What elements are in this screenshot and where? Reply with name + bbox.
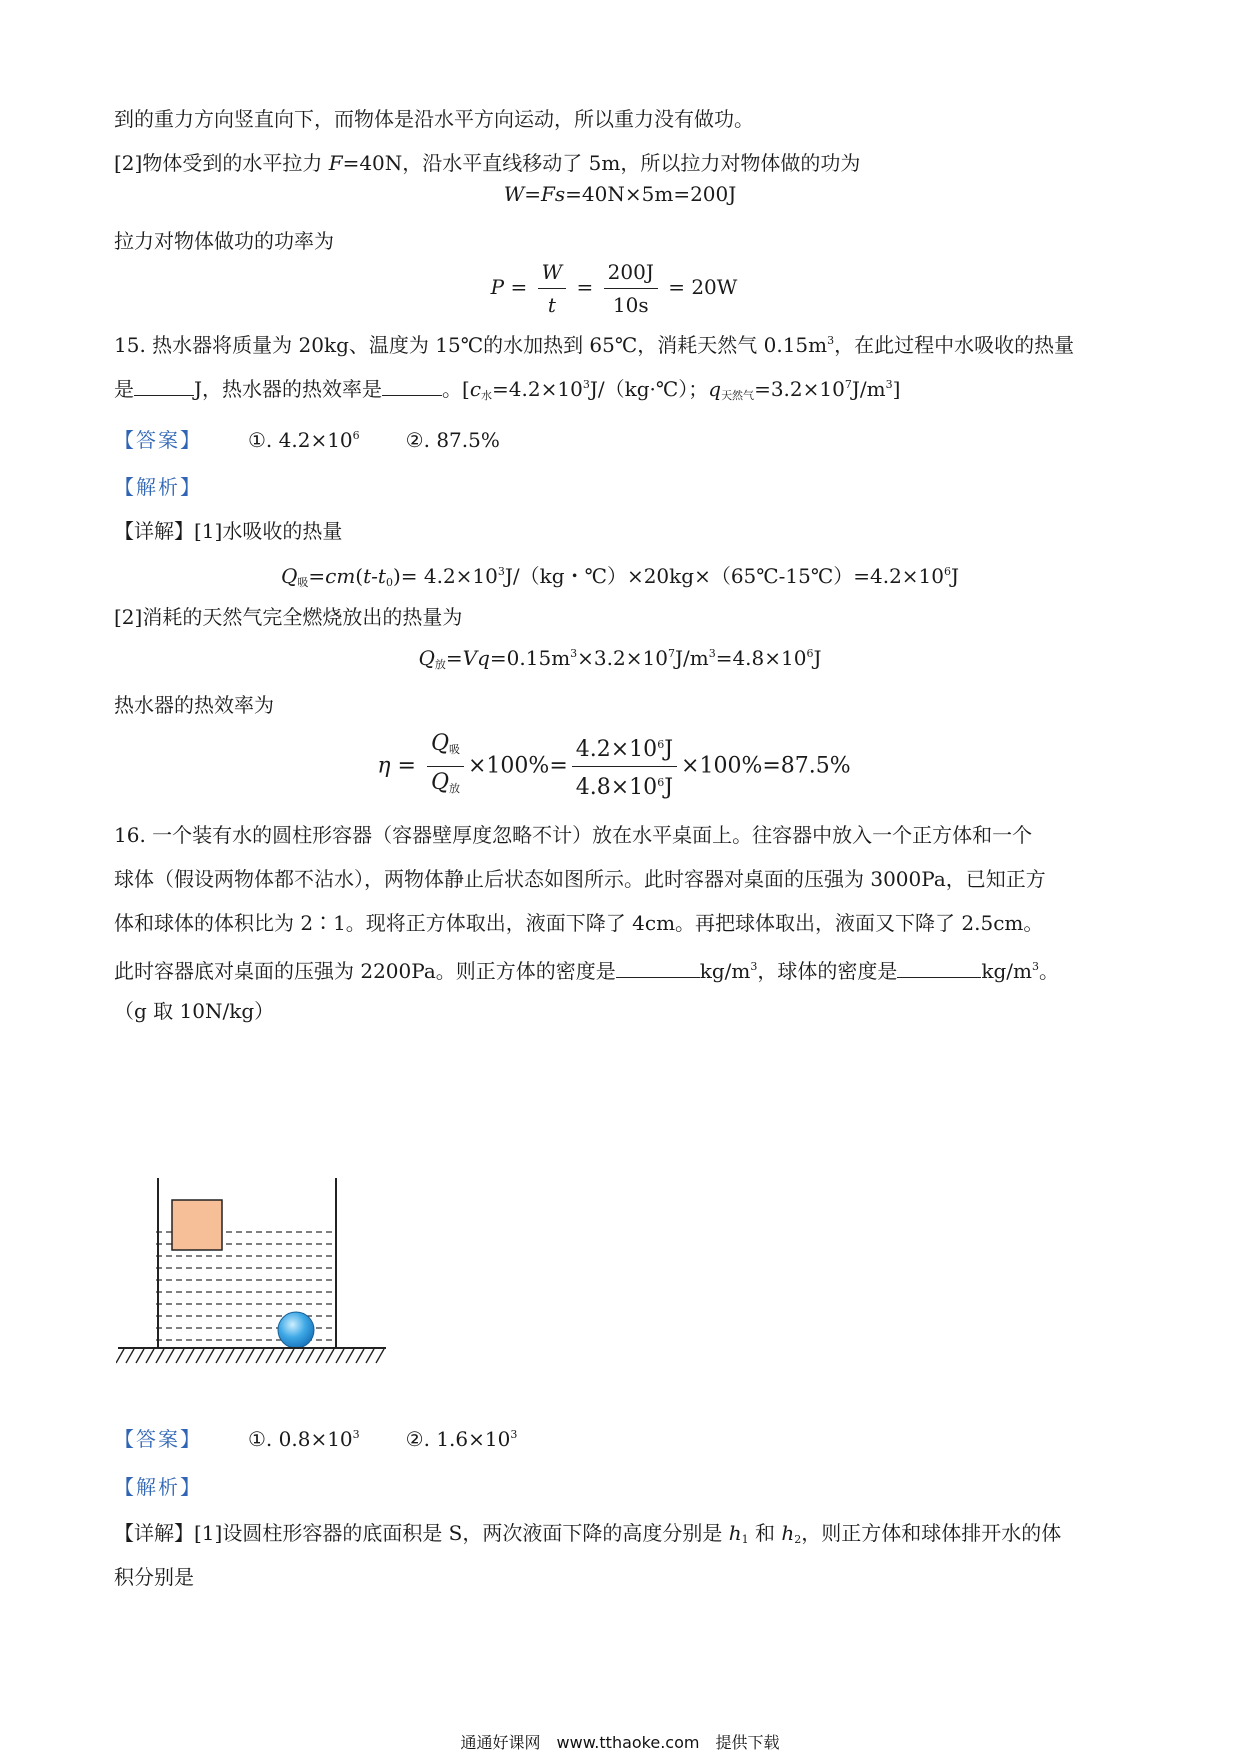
cube [172,1200,222,1250]
table-surface [116,1345,396,1367]
equation-power: P = $\frac{W}{t}$ = $\frac{200J}{10s}$ = 20W [490,260,738,317]
q15-stem-line1: 15. 热水器将质量为 20kg、温度为 15℃的水加热到 65℃，消耗天然气 $0.15m^3$，在此过程中水吸收的热量 [114,333,1075,357]
equation-heat-released: $Q_放=Vq=0.15m^3\times 3.2\times 10^7J/m^3=4.8\times 10^6J$ [418,646,822,671]
q16-detail-2: 积分别是 [114,1565,194,1589]
q16-stem-line3: 体和球体的体积比为 2∶1。现将正方体取出，液面下降了 4cm。再把球体取出，液面又下降了 2.5cm。 [114,911,1044,935]
q16-stem-line1: 16. 一个装有水的圆柱形容器（容器壁厚度忽略不计）放在水平桌面上。往容器中放入一个正方体和一个 [114,823,1033,847]
text-line-gravity: 到的重力方向竖直向下，而物体是沿水平方向运动，所以重力没有做功。 [114,107,754,131]
q15-detail-3: 热水器的热效率为 [114,693,274,717]
q15-analysis-tag: 【解析】 [114,475,202,499]
equation-efficiency: η = $\frac{Q_吸}{Q_放}$ ×100%= $\frac{4.2\times 10^6J}{4.8\times 10^6J}$ ×100%=87.5% [377,731,851,800]
answer-blank[interactable] [616,959,700,978]
q16-analysis-tag: 【解析】 [114,1475,202,1499]
answer-blank[interactable] [134,377,194,396]
container-figure [110,1160,390,1350]
q16-detail-1: 【详解】[1]设圆柱形容器的底面积是 S，两次液面下降的高度分别是 $h_1$ 和 $h_2$，则正方体和球体排开水的体 [114,1521,1062,1546]
answer-tag: 【答案】 [114,428,202,452]
q16-answer: 【答案】 ①. $0.8\times 10^3$ ②. $1.6\times 10^3$ [114,1427,518,1451]
q16-stem-line5: （g 取 10N/kg） [114,999,275,1023]
footer: 通通好课网 www.tthaoke.com 提供下载 [460,1733,780,1752]
q15-detail-1: 【详解】[1]水吸收的热量 [114,519,343,543]
text-line-power: 拉力对物体做功的功率为 [114,229,334,253]
q15-detail-2: [2]消耗的天然气完全燃烧放出的热量为 [114,605,463,629]
q16-stem-line4: 此时容器底对桌面的压强为 2200Pa。则正方体的密度是 $kg/m^3$，球体的密度是 $kg/m^3$。 [114,959,1059,983]
q15-answer: 【答案】 ①. $4.2\times 10^6$ ②. 87.5% [114,428,500,452]
equation-heat-absorbed: $Q_吸=cm(t-t_0)= 4.2\times 10^3J/(kg$・$℃)\times 20kg\times(65℃-15℃)=4.2\times 10^6J$ [280,564,960,589]
answer-blank[interactable] [897,959,981,978]
text-line-force: [2]物体受到的水平拉力 F=40N，沿水平直线移动了 5m，所以拉力对物体做的功为 [114,151,861,175]
equation-work: W=Fs=40N×5m=200J [503,182,737,206]
answer-blank[interactable] [382,377,442,396]
q16-stem-line2: 球体（假设两物体都不沾水），两物体静止后状态如图所示。此时容器对桌面的压强为 3000Pa，已知正方 [114,867,1046,891]
ball [278,1312,314,1348]
q15-stem-line2: 是 J，热水器的热效率是 。[$c_水=4.2\times 10^3J/(kg\cdot℃)$；$q_{天然气}=3.2\times 10^7J/m^3$] [114,377,901,402]
answer-tag: 【答案】 [114,1427,202,1451]
